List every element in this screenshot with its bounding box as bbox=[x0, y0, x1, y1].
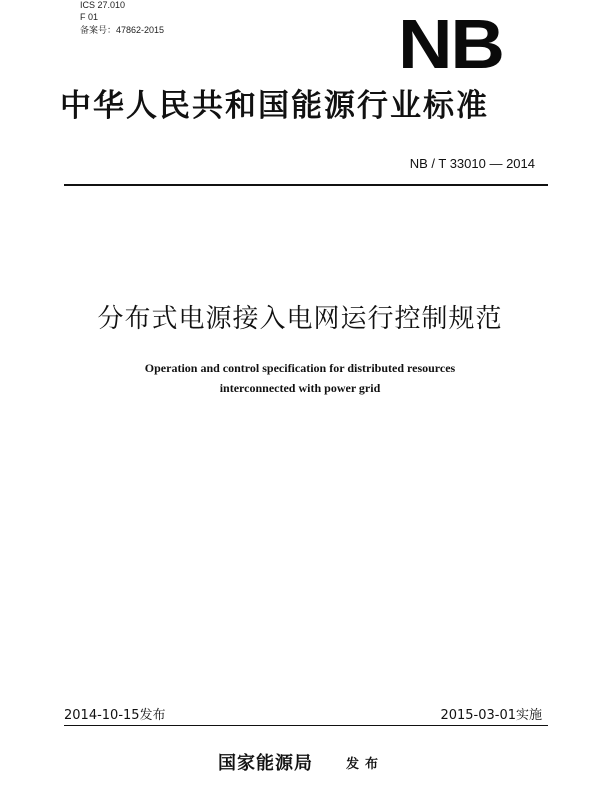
ics-code: ICS 27.010 bbox=[80, 0, 126, 10]
nb-logo: NB bbox=[398, 5, 503, 83]
top-divider bbox=[64, 184, 548, 186]
ccs-code: F 01 bbox=[80, 12, 99, 22]
document-title-english-line-1: Operation and control specification for distributed resources bbox=[144, 361, 456, 375]
issue-date: 2014-10-15发布 bbox=[64, 708, 166, 723]
bottom-divider bbox=[64, 725, 548, 726]
standard-type-heading: 中华人民共和国能源行业标准 bbox=[60, 88, 489, 124]
implementation-date: 2015-03-01实施 bbox=[440, 708, 542, 723]
standard-number: NB / T 33010 — 2014 bbox=[409, 156, 535, 171]
document-title-chinese: 分布式电源接入电网运行控制规范 bbox=[97, 304, 503, 334]
issuer-name: 国家能源局 bbox=[218, 753, 313, 774]
registration-number: 备案号：47862-2015 bbox=[80, 25, 165, 35]
document-title-english-line-2: interconnected with power grid bbox=[219, 381, 381, 395]
issuer-action: 发布 bbox=[346, 757, 385, 772]
